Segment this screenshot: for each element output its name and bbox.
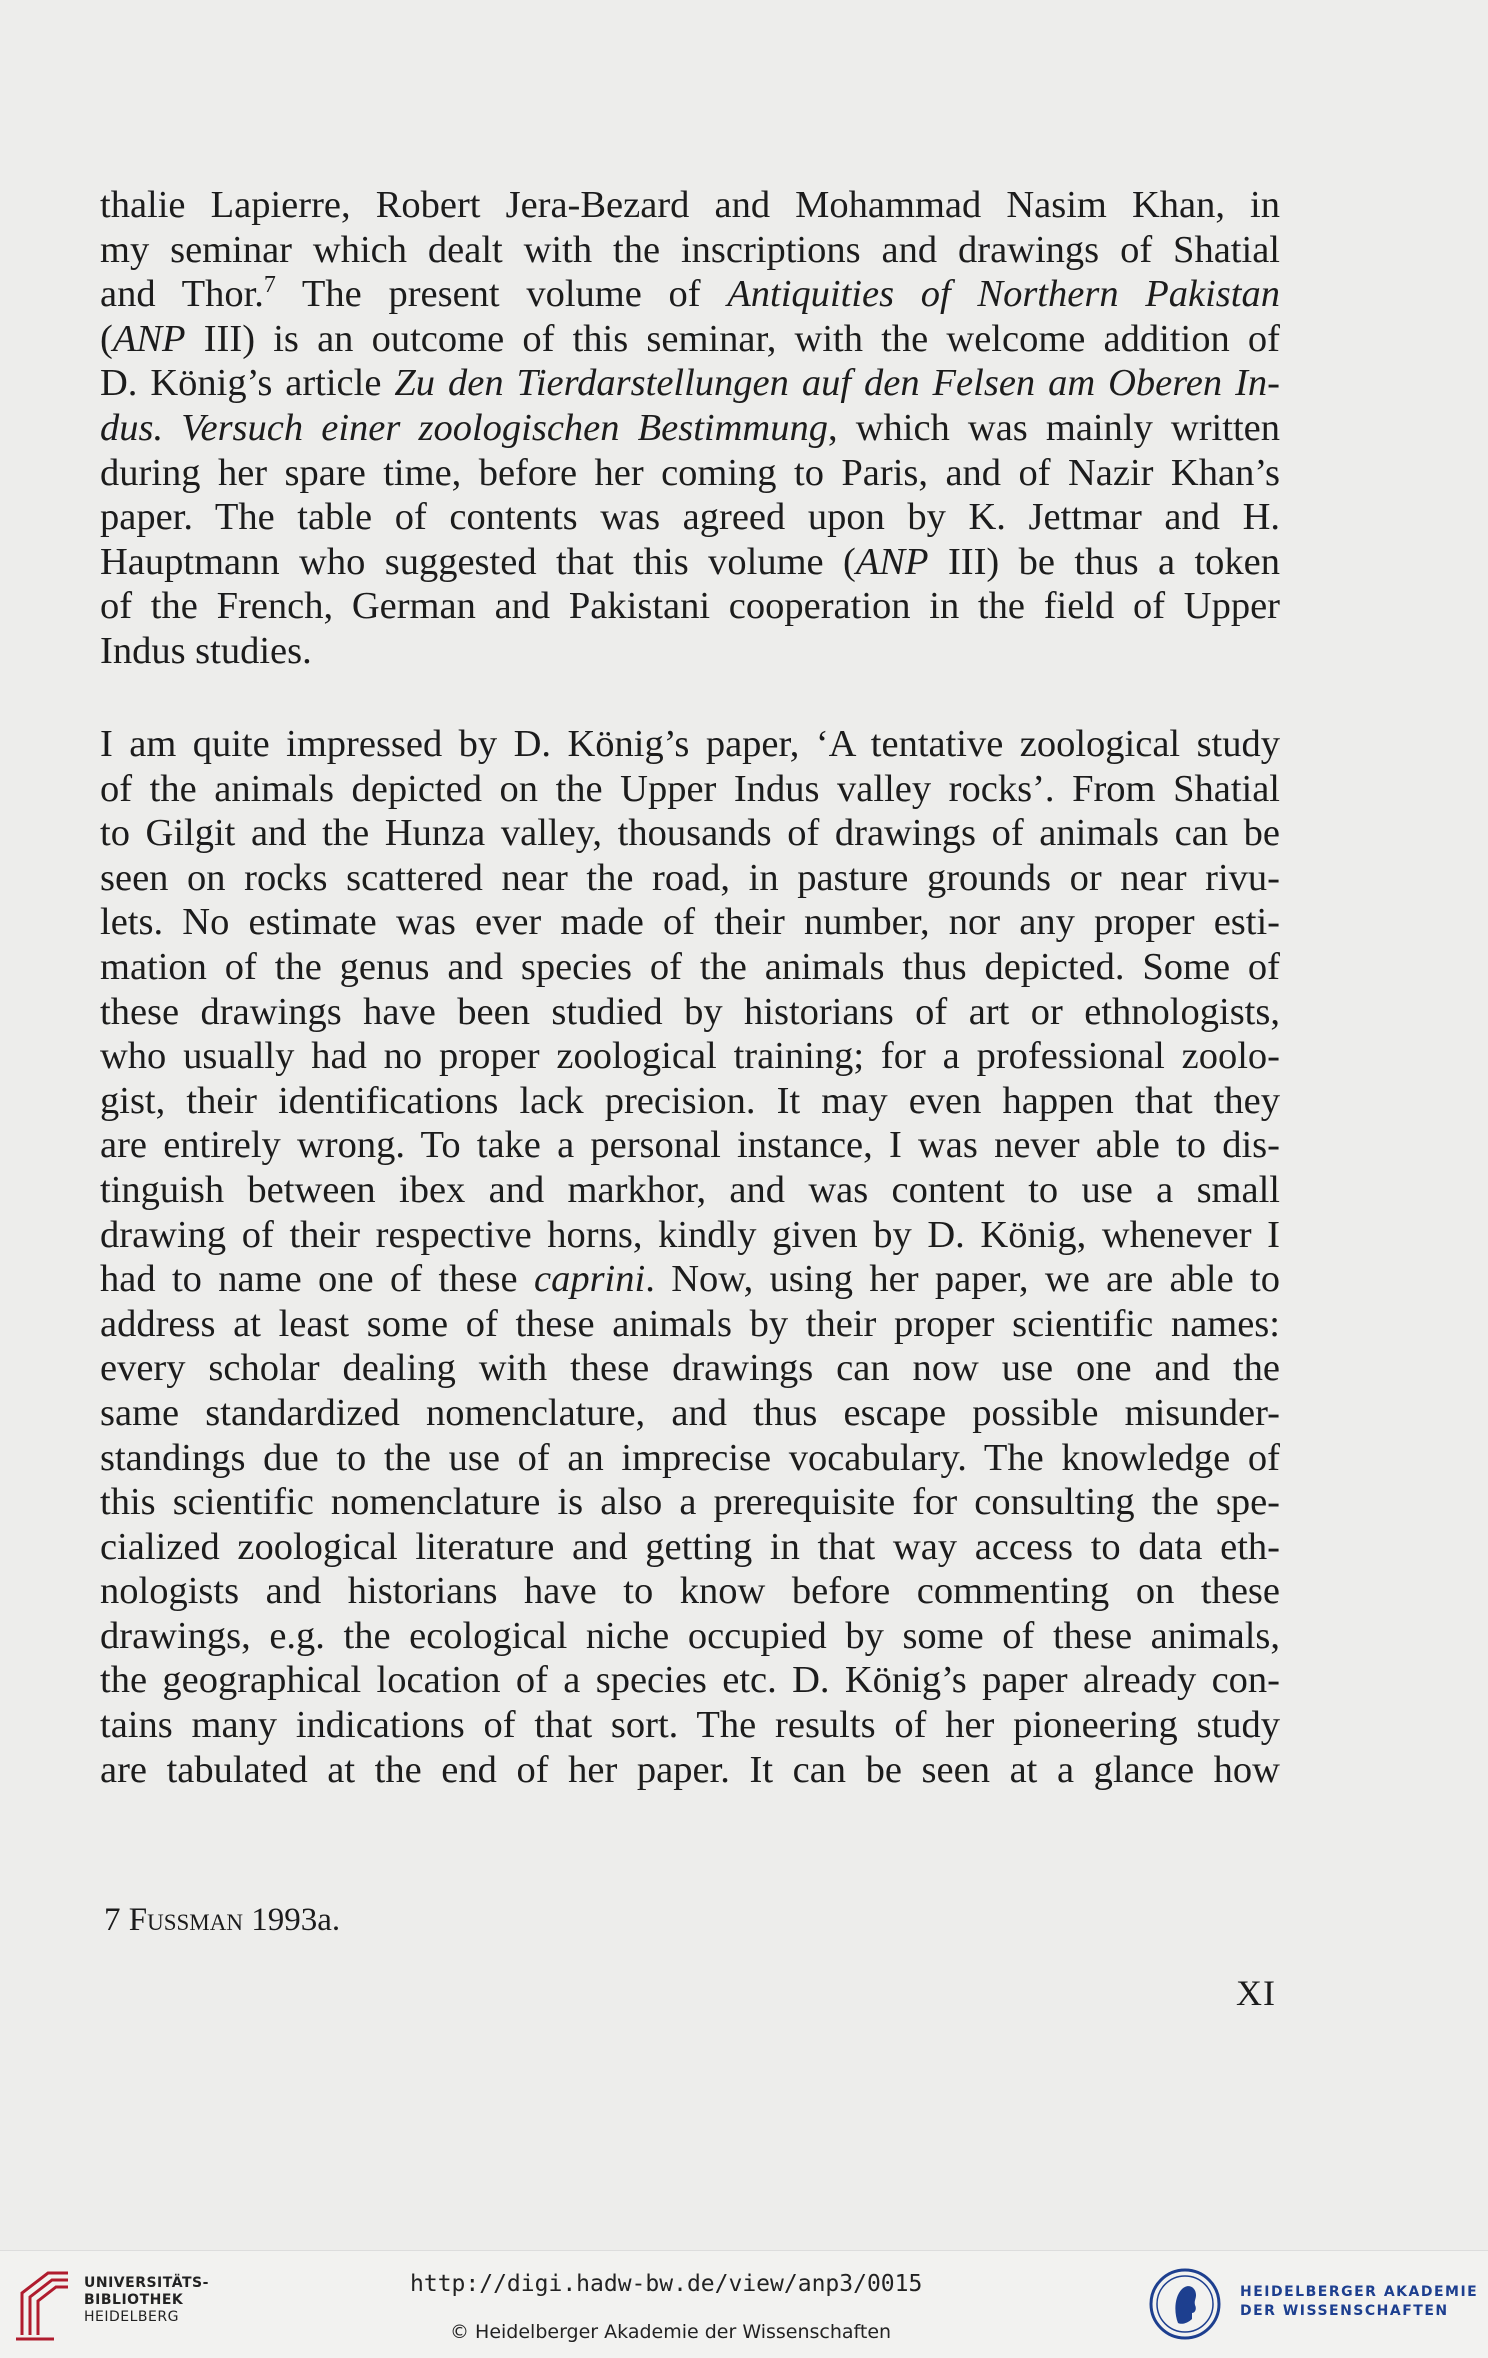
text-line: same standardized nomenclature, and thus escape possible misunder-: [100, 1391, 1280, 1434]
paragraph-1: [100, 183, 1280, 674]
text-line: drawings, e.g. the ecological niche occupied by some of these animals,: [100, 1614, 1280, 1657]
text-line: the geographical location of a species etc. D. König’s paper already con-: [100, 1659, 1280, 1702]
text-line: Hauptmann who suggested that this volume (ANP III) be thus a token: [100, 540, 1280, 583]
footnote: [104, 1902, 340, 1939]
text-line: (ANP III) is an outcome of this seminar, with the welcome addition of: [100, 317, 1280, 360]
text-line: drawing of their respective horns, kindly given by D. König, whenever I: [100, 1213, 1280, 1256]
text-line: thalie Lapierre, Robert Jera-Bezard and Mohammad Nasim Khan, in: [100, 184, 1280, 226]
footnote-author: Fussman: [128, 1902, 243, 1938]
text-line: are entirely wrong. To take a personal instance, I was never able to dis-: [100, 1124, 1280, 1167]
academy-seal-icon[interactable]: [1148, 2267, 1222, 2341]
text-line: gist, their identifications lack precision. It may even happen that they: [100, 1079, 1280, 1122]
text-line: are tabulated at the end of her paper. It can be seen at a glance how: [100, 1748, 1280, 1791]
library-name: UNIVERSITÄTS- BIBLIOTHEK HEIDELBERG: [84, 2275, 209, 2325]
text-line: every scholar dealing with these drawings can now use one and the: [100, 1347, 1280, 1390]
paragraph-2: [100, 722, 1280, 1792]
text-line: and Thor.$^7$ The present volume of Antiquities of Northern Pakistan: [100, 272, 1280, 316]
text-line: nologists and historians have to know before commenting on these: [100, 1570, 1280, 1613]
text-line: I am quite impressed by D. König’s paper, ‘A tentative zoological study: [100, 723, 1280, 765]
italic-title: Zu den Tierdarstellungen auf den Felsen am Oberen In-: [394, 362, 1280, 405]
text-line: to Gilgit and the Hunza valley, thousands of drawings of animals can be: [100, 812, 1280, 855]
footnote-year: 1993a.: [251, 1902, 341, 1938]
viewer-footer: [0, 2250, 1488, 2358]
italic-title: dus. Versuch einer zoologischen Bestimmung: [100, 406, 828, 449]
library-logo-icon[interactable]: [14, 2265, 76, 2341]
text-line: dus. Versuch einer zoologischen Bestimmung, which was mainly written: [100, 406, 1280, 449]
page-url-link[interactable]: http://digi.hadw-bw.de/view/anp3/0015: [410, 2271, 923, 2297]
text-line: during her spare time, before her coming to Paris, and of Nazir Khan’s: [100, 451, 1280, 494]
text-line: standings due to the use of an imprecise vocabulary. The knowledge of: [100, 1436, 1280, 1479]
italic-title: Antiquities of Northern Pakistan: [727, 273, 1280, 316]
text-line: my seminar which dealt with the inscriptions and drawings of Shatial: [100, 228, 1280, 271]
copyright-notice: © Heidelberger Akademie der Wissenschaften: [450, 2321, 892, 2343]
text-line: who usually had no proper zoological training; for a professional zoolo-: [100, 1035, 1280, 1078]
text-line: of the animals depicted on the Upper Indus valley rocks’. From Shatial: [100, 767, 1280, 810]
footnote-number: 7: [104, 1902, 121, 1938]
text-line: paper. The table of contents was agreed upon by K. Jettmar and H.: [100, 496, 1280, 539]
text-line: tains many indications of that sort. The results of her pioneering study: [100, 1704, 1280, 1747]
text-line: mation of the genus and species of the animals thus depicted. Some of: [100, 945, 1280, 988]
text-line: of the French, German and Pakistani cooperation in the field of Upper: [100, 585, 1280, 628]
text-line: cialized zoological literature and getting in that way access to data eth-: [100, 1525, 1280, 1568]
page-number: XI: [1236, 1973, 1276, 2013]
text-line: Indus studies.: [100, 629, 312, 672]
text-line: this scientific nomenclature is also a prerequisite for consulting the spe-: [100, 1481, 1280, 1524]
footnote-ref: 7: [263, 272, 276, 299]
text-line: seen on rocks scattered near the road, in pasture grounds or near rivu-: [100, 856, 1280, 899]
text-line: these drawings have been studied by historians of art or ethnologists,: [100, 990, 1280, 1033]
text-line: lets. No estimate was ever made of their number, nor any proper esti-: [100, 901, 1280, 944]
text-line: address at least some of these animals by their proper scientific names:: [100, 1302, 1280, 1345]
text-line: had to name one of these caprini. Now, using her paper, we are able to: [100, 1258, 1281, 1301]
text-line: tinguish between ibex and markhor, and was content to use a small: [100, 1168, 1280, 1211]
text-line: D. König’s article Zu den Tierdarstellungen auf den Felsen am Oberen In-: [100, 362, 1280, 405]
academy-name: HEIDELBERGER AKADEMIE DER WISSENSCHAFTEN: [1240, 2284, 1479, 2319]
